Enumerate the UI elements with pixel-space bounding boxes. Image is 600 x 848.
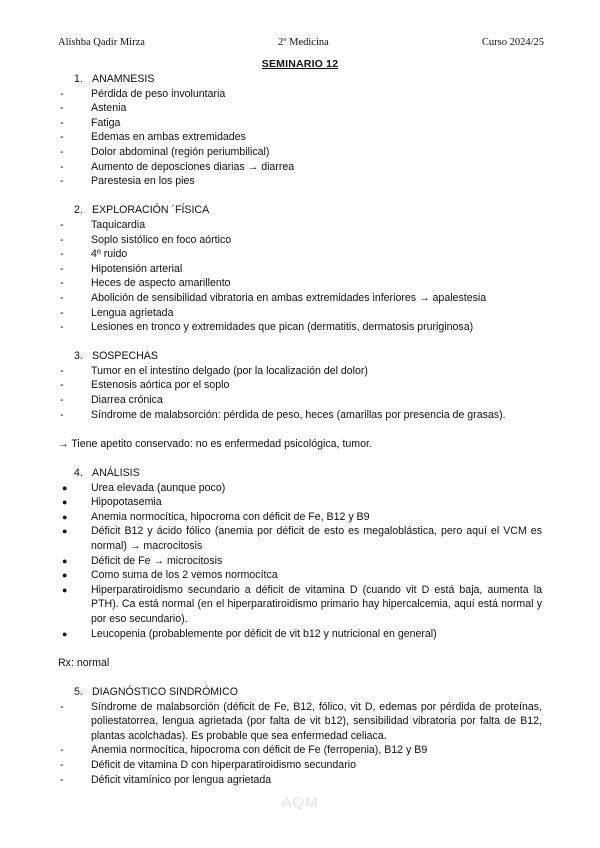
list-item: ● Hiperparatiroidismo secundario a déficit de vitamina D (cuando vit D está baja, aumenta la PTH). Ca está normal (en el hiperparatiroidismo primario hay hipercalcemia, aquí está normal y por eso secundario).	[62, 583, 542, 625]
list-item: - Diarrea crónica	[60, 394, 163, 407]
list-item: - Pérdida de peso involuntaria	[60, 87, 226, 100]
list-item: ● Como suma de los 2 vemos normocítca	[62, 569, 278, 582]
document-title: SEMINARIO 12	[261, 58, 339, 70]
section-title-diagnostico: 5. DIAGNÓSTICO SINDRÓMICO	[74, 685, 238, 698]
header-course: 2º Medicina	[278, 37, 329, 48]
analisis-list	[58, 481, 542, 642]
appetite-note: → Tiene apetito conservado: no es enfermedad psicológica, tumor.	[58, 437, 372, 450]
list-item: - 4º ruido	[60, 248, 128, 261]
list-item: - Taquicardia	[60, 218, 146, 231]
list-item: - Lengua agrietada	[60, 306, 174, 319]
list-item: ● Leucopenia (probablemente por déficit de vit b12 y nutricional en general)	[62, 627, 437, 640]
list-item: - Abolición de sensibilidad vibratoria en ambas extremidades inferiores → apalestesia	[60, 291, 487, 304]
list-item: - Astenia	[60, 102, 127, 115]
list-item: ● Hipopotasemia	[62, 496, 162, 509]
header-author: Alishba Qadir Mirza	[58, 37, 145, 48]
list-item: - Déficit vitamínico por lengua agrietada	[60, 773, 272, 786]
section-title-exploracion: 2. EXPLORACIÓN ´FÍSICA	[74, 204, 210, 217]
list-item: - Tumor en el intestino delgado (por la localización del dolor)	[60, 364, 368, 377]
section-title-analisis: 4. ANÁLISIS	[74, 467, 140, 480]
list-item: - Síndrome de malabsorción (déficit de Fe, B12, fólico, vit D, edemas por pérdida de proteínas, poliestatorrea, lengua agrietada (por falta de vit b12), sensibilidad vibratoria por falta de B12, plantas acolchadas). Es probable que sea enfermedad celiaca.	[60, 700, 542, 742]
list-item: ● Urea elevada (aunque poco)	[62, 481, 226, 494]
list-item: - Edemas en ambas extremidades	[60, 131, 246, 144]
exploracion-list	[58, 218, 542, 335]
list-item: ● Anemia normocítica, hipocroma con déficit de Fe, B12 y B9	[62, 510, 370, 523]
list-item: - Síndrome de malabsorción: pérdida de peso, heces (amarillas por presencia de grasas).	[60, 408, 506, 421]
header-year: Curso 2024/25	[481, 37, 544, 48]
list-item: - Hipotensión arterial	[60, 262, 183, 275]
anamnesis-list	[58, 87, 542, 189]
diagnostico-list	[58, 700, 542, 788]
list-item: - Estenosis aórtica por el soplo	[60, 379, 230, 392]
list-item: - Fatiga	[60, 116, 121, 129]
list-item: ● Déficit de Fe → microcitosis	[62, 554, 223, 567]
list-item: - Parestesia en los pies	[60, 175, 195, 188]
rx-note: Rx: normal	[58, 656, 110, 669]
watermark: AQM	[281, 794, 319, 811]
section-title-sospechas: 3. SOSPECHAS	[74, 350, 158, 363]
list-item: - Déficit de vitamina D con hiperparatiroidismo secundario	[60, 758, 356, 771]
list-item: - Soplo sistólico en foco aórtico	[60, 233, 232, 246]
list-item: - Dolor abdominal (región periumbilical)	[60, 145, 270, 158]
list-item: - Lesiones en tronco y extremidades que pican (dermatitis, dermatosis pruriginosa)	[60, 321, 474, 334]
sospechas-list	[58, 364, 542, 422]
section-title-anamnesis: 1. ANAMNESIS	[74, 73, 155, 85]
list-item: - Heces de aspecto amarillento	[60, 277, 231, 290]
list-item: - Aumento de deposciones diarias → diarrea	[60, 160, 295, 173]
document-body	[58, 72, 542, 787]
list-item: - Anemia normocítica, hipocroma con déficit de Fe (ferropenia), B12 y B9	[60, 744, 428, 757]
list-item: ● Déficit B12 y ácido fólico (anemia por déficit de esto es megaloblástica, pero aquí el VCM es normal) → macrocitosis	[62, 525, 542, 552]
